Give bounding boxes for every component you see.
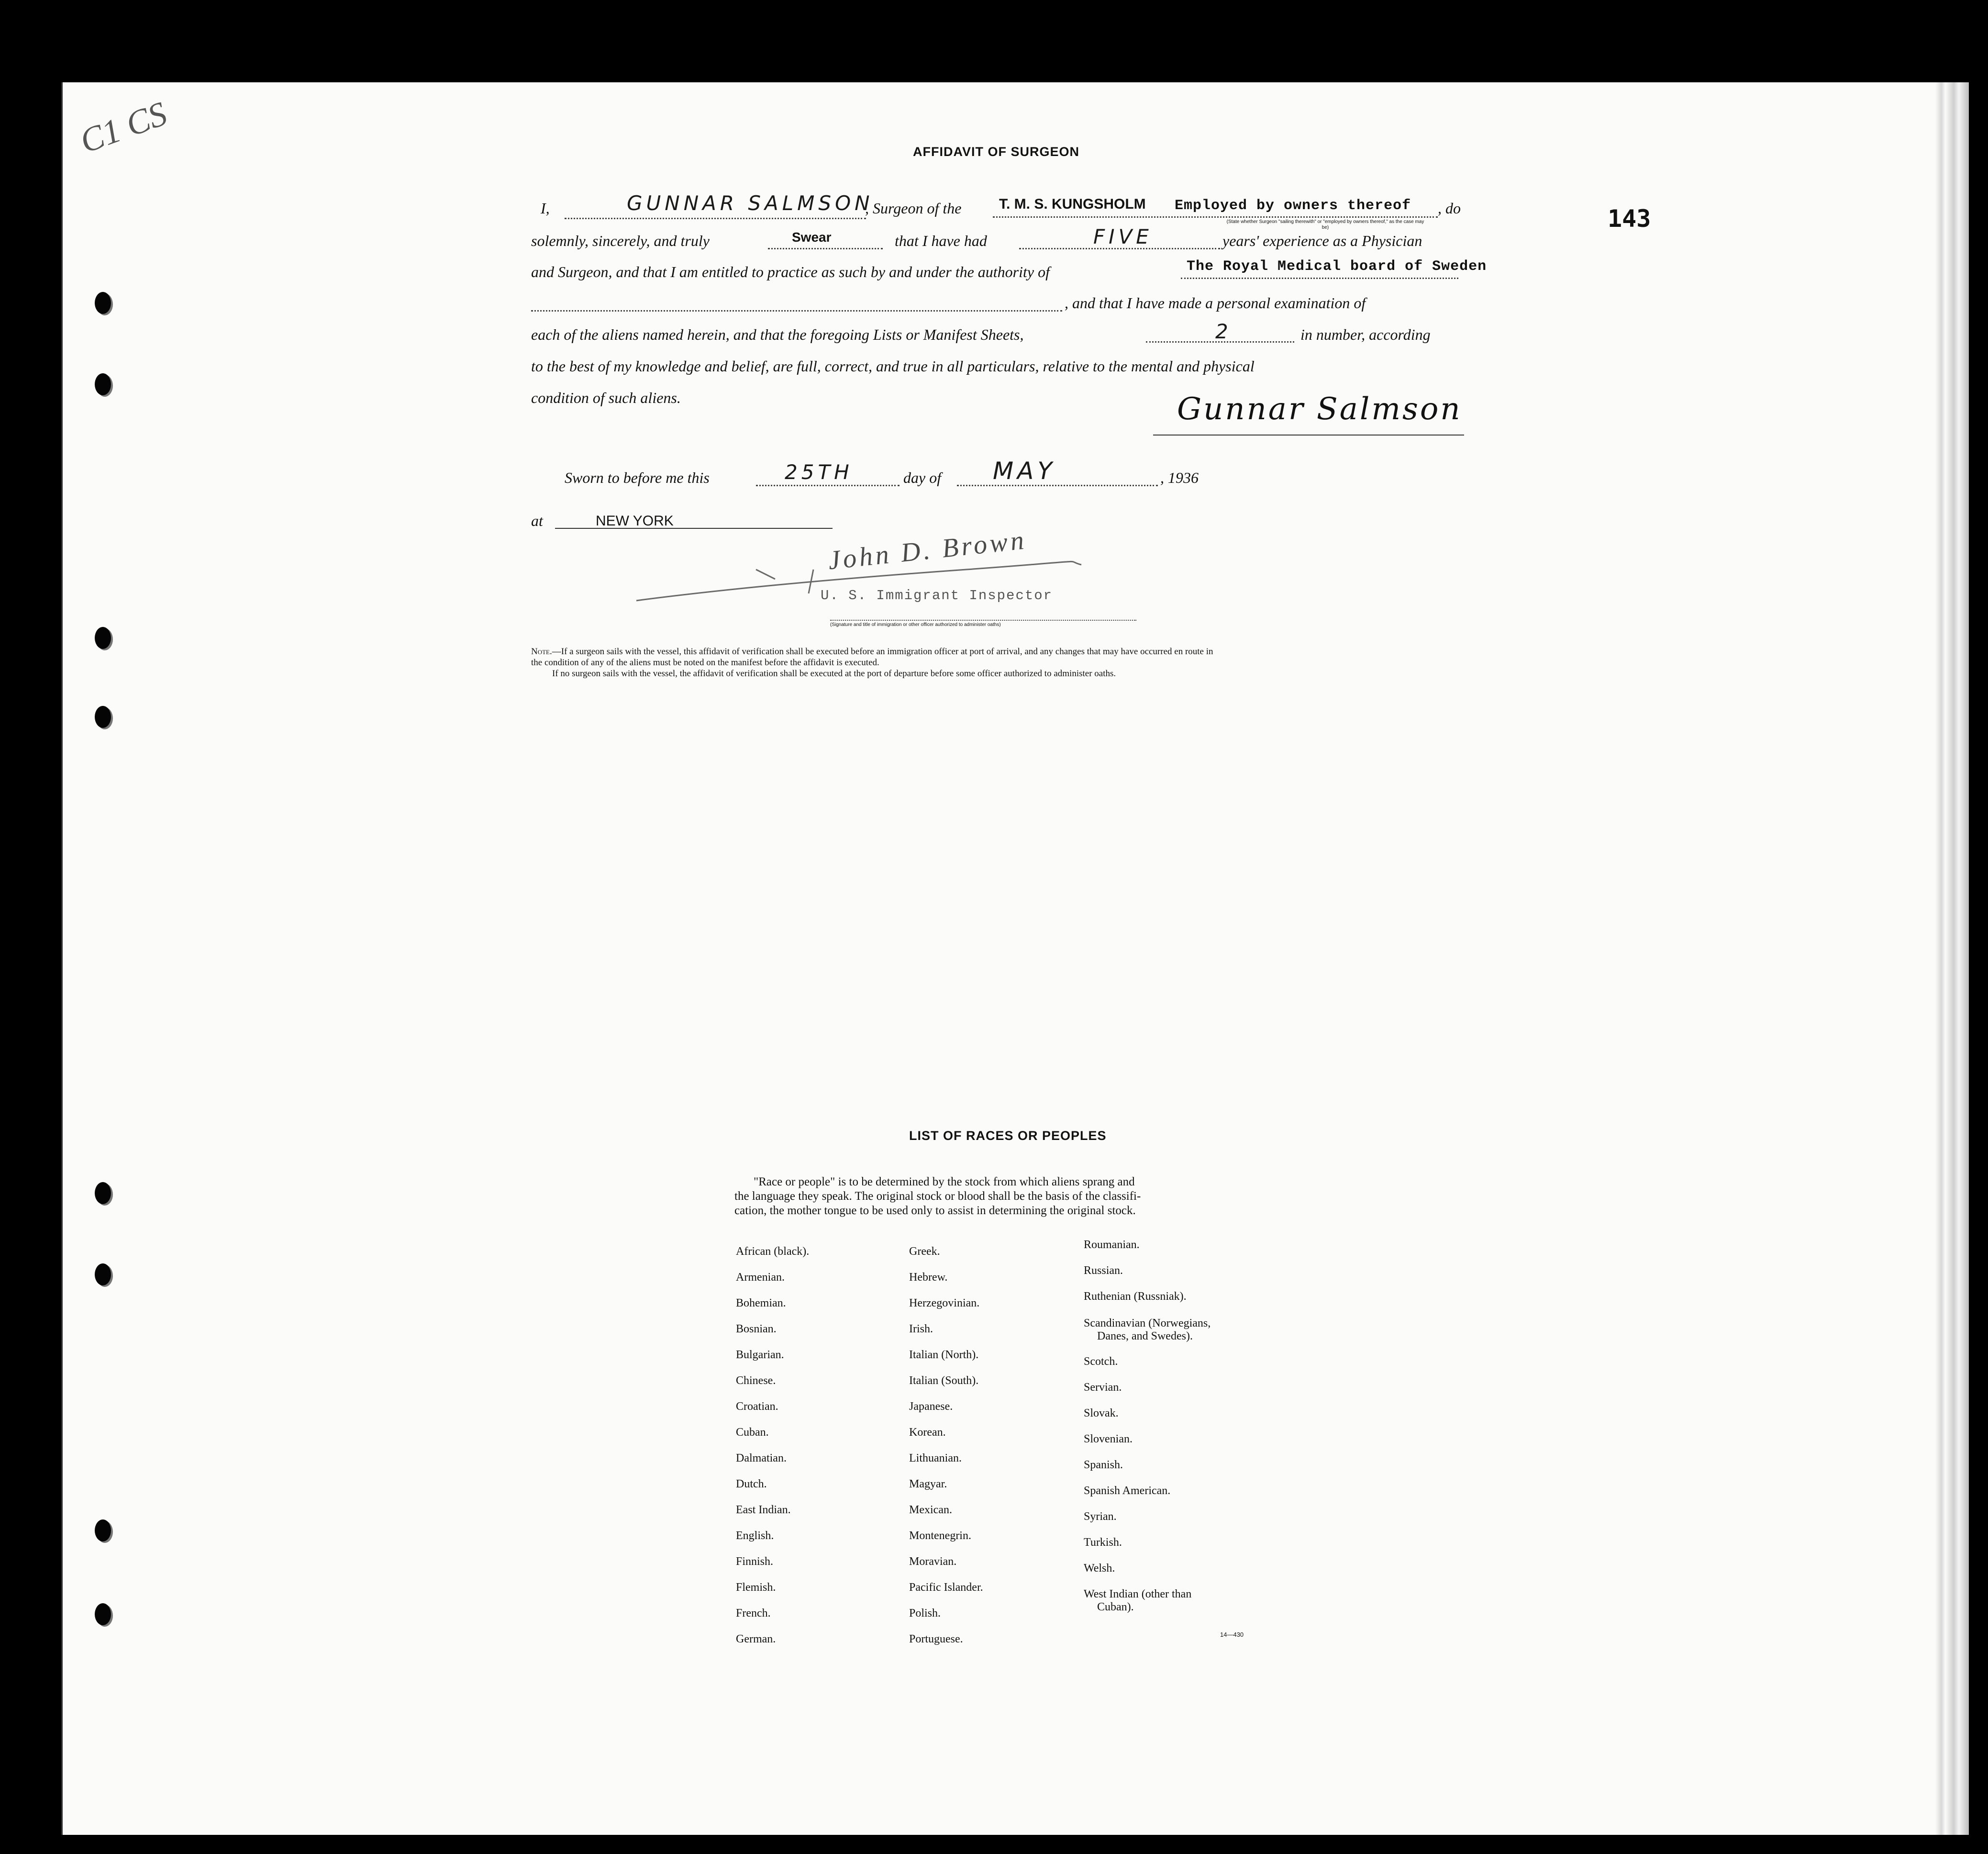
text: to the best of my knowledge and belief, are full, correct, and true in all particulars, relative to the mental and physical (531, 357, 1255, 375)
race-item: Roumanian. (1084, 1239, 1140, 1251)
officer-title: U. S. Immigrant Inspector (821, 588, 1053, 603)
race-item: Italian (North). (909, 1349, 979, 1361)
field-line (768, 248, 883, 249)
race-item: Armenian. (736, 1271, 785, 1284)
race-item: Greek. (909, 1245, 940, 1258)
race-item: Scotch. (1084, 1355, 1118, 1368)
text: Sworn to before me this (565, 469, 710, 486)
binder-hole (95, 1519, 111, 1541)
races-column-2 (909, 1239, 983, 1652)
text: solemnly, sincerely, and truly (531, 232, 710, 249)
race-item: Croatian. (736, 1400, 778, 1413)
race-item: Spanish. (1084, 1459, 1123, 1471)
page-edge (1935, 82, 1969, 1835)
race-item: Slovenian. (1084, 1433, 1133, 1445)
race-item: French. (736, 1607, 771, 1619)
officer-signature: John D. Brown (826, 525, 1028, 576)
oath-field: Swear (792, 230, 832, 245)
field-line (1181, 278, 1458, 279)
field-line (830, 620, 1136, 621)
race-item: African (black). (736, 1245, 810, 1258)
field-line (993, 216, 1438, 218)
binder-hole (95, 706, 111, 728)
race-item: Flemish. (736, 1581, 776, 1594)
field-line (957, 485, 1158, 486)
affidavit-note (531, 646, 1469, 679)
page-number: 143 (1608, 205, 1651, 233)
race-item: Magyar. (909, 1478, 947, 1490)
intro-line: the language they speak. The original stock or blood shall be the basis of the classifi- (734, 1190, 1141, 1203)
binder-hole (95, 627, 111, 649)
race-item: English. (736, 1530, 774, 1542)
note-text: —If a surgeon sails with the vessel, this affidavit of verification shall be executed before an immigration officer at port of arrival, and any changes that may have occurred en route in (552, 647, 1213, 657)
text: and Surgeon, and that I am entitled to practice as such by and under the authority of (531, 263, 1050, 280)
race-item: Dutch. (736, 1478, 767, 1490)
race-item: Japanese. (909, 1400, 953, 1413)
field-line (756, 485, 900, 486)
race-item: Irish. (909, 1323, 933, 1335)
race-item: Russian. (1084, 1264, 1123, 1277)
binder-hole (95, 1182, 111, 1204)
race-item: Bosnian. (736, 1323, 777, 1335)
race-item: Spanish American. (1084, 1485, 1171, 1497)
race-item: Scandinavian (Norwegians, (1084, 1317, 1211, 1329)
race-item: Turkish. (1084, 1536, 1122, 1549)
race-item: West Indian (other than (1084, 1588, 1192, 1600)
employment-hint: (State whether Surgeon "sailing therewith" or "employed by owners thereof," as the case may be) (1226, 219, 1424, 230)
races-intro (734, 1175, 1266, 1218)
text: each of the aliens named herein, and that the foregoing Lists or Manifest Sheets, (531, 326, 1024, 343)
race-item: Portuguese. (909, 1633, 963, 1645)
text: , do (1438, 200, 1461, 217)
field-line (531, 310, 1062, 312)
intro-line: cation, the mother tongue to be used only to assist in determining the original stock. (734, 1204, 1136, 1217)
race-item: Cuban. (736, 1426, 769, 1439)
surgeon-name-field: GUNNAR SALMSON (627, 191, 874, 215)
note-text: the condition of any of the aliens must be noted on the manifest before the affidavit is executed. (531, 658, 879, 668)
binder-hole (95, 1603, 111, 1625)
race-item: Lithuanian. (909, 1452, 962, 1464)
race-item: Cuban). (1097, 1601, 1134, 1613)
race-item: Servian. (1084, 1381, 1122, 1394)
officer-caption: (Signature and title of immigration or other officer authorized to administer oaths) (830, 622, 1001, 627)
field-line (555, 528, 833, 529)
day-field: 25TH (785, 460, 853, 484)
form-code: 14—430 (1220, 1631, 1244, 1638)
races-column-1 (736, 1239, 809, 1652)
races-column-3 (1084, 1239, 1211, 1614)
place-field: NEW YORK (596, 513, 674, 529)
race-item: Dalmatian. (736, 1452, 787, 1464)
text: in number, according (1300, 326, 1431, 343)
race-item: Danes, and Swedes). (1097, 1330, 1193, 1342)
intro-line: "Race or people" is to be determined by the stock from which aliens sprang and (754, 1175, 1135, 1188)
signature-line (1153, 435, 1464, 436)
binder-hole (95, 1263, 111, 1285)
race-item: German. (736, 1633, 776, 1645)
affidavit-title: AFFIDAVIT OF SURGEON (913, 145, 1079, 159)
race-item: Chinese. (736, 1374, 776, 1387)
document-page (61, 82, 1949, 1835)
race-item: Bohemian. (736, 1297, 786, 1309)
race-item: Moravian. (909, 1555, 957, 1568)
text: , and that I have made a personal examination of (1065, 294, 1366, 312)
margin-annotation: C1 CS (75, 94, 172, 161)
month-field: MAY (993, 457, 1056, 485)
note-text: If no surgeon sails with the vessel, the affidavit of verification shall be executed at the port of departure before some officer authorized to administer oaths. (552, 669, 1116, 679)
employment-field: Employed by owners thereof (1175, 198, 1411, 214)
race-item: Italian (South). (909, 1374, 979, 1387)
race-item: Polish. (909, 1607, 941, 1619)
binder-hole (95, 373, 111, 395)
field-line (565, 218, 866, 219)
race-item: Finnish. (736, 1555, 774, 1568)
race-item: Bulgarian. (736, 1349, 784, 1361)
text: condition of such aliens. (531, 389, 681, 406)
text: , 1936 (1160, 469, 1199, 486)
text: that I have had (895, 232, 987, 249)
race-item: Pacific Islander. (909, 1581, 983, 1594)
race-item: Montenegrin. (909, 1530, 971, 1542)
surgeon-signature: Gunnar Salmson (1177, 391, 1462, 427)
race-item: Herzegovinian. (909, 1297, 980, 1309)
note-label: Note. (531, 647, 552, 657)
race-item: Ruthenian (Russniak). (1084, 1290, 1187, 1303)
vessel-field: T. M. S. KUNGSHOLM (999, 196, 1146, 212)
race-item: Mexican. (909, 1504, 952, 1516)
sheets-field: 2 (1215, 320, 1232, 343)
authority-field: The Royal Medical board of Sweden (1187, 258, 1487, 275)
text: years' experience as a Physician (1222, 232, 1422, 249)
text: I, (541, 200, 550, 217)
text: at (531, 512, 543, 529)
years-field: FIVE (1093, 225, 1153, 248)
race-item: East Indian. (736, 1504, 791, 1516)
text: day of (903, 469, 942, 486)
race-item: Welsh. (1084, 1562, 1115, 1575)
races-title: LIST OF RACES OR PEOPLES (909, 1128, 1107, 1143)
race-item: Korean. (909, 1426, 946, 1439)
text: , Surgeon of the (865, 200, 962, 217)
race-item: Hebrew. (909, 1271, 948, 1284)
race-item: Slovak. (1084, 1407, 1119, 1419)
binder-hole (95, 292, 111, 314)
race-item: Syrian. (1084, 1510, 1117, 1523)
